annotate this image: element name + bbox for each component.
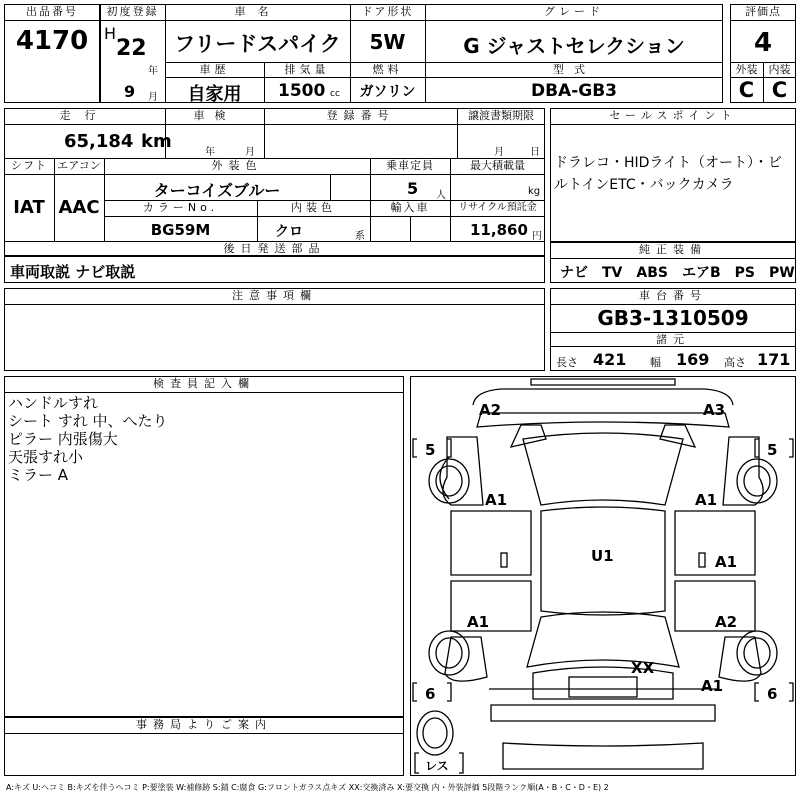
- height-value: 171: [757, 350, 791, 369]
- bracket-rr-r: [789, 683, 793, 701]
- damage-a2-right-bottom: A2: [715, 613, 738, 631]
- damage-a3-front-right: A3: [703, 401, 726, 419]
- left-front-fender: [443, 437, 483, 505]
- width-label: 幅: [650, 356, 661, 369]
- notes-label: 注意事項欄: [232, 289, 317, 302]
- mileage-value: 65,184: [64, 131, 134, 152]
- damage-xx-tailgate: XX: [631, 659, 655, 677]
- door-label: ドア形状: [361, 5, 414, 18]
- grade-value: G ジャストセレクション: [463, 34, 685, 58]
- rear-plate: [569, 677, 637, 697]
- office-label: 事務局よりご案内: [136, 718, 272, 731]
- first-reg-year: 22: [116, 36, 147, 61]
- tire-fr-value: 5: [767, 441, 778, 459]
- tire-rl-value: 6: [425, 685, 436, 703]
- width-value: 169: [676, 350, 710, 369]
- score-label: 評価点: [745, 5, 781, 18]
- inspector-line: ハンドルすれ: [8, 394, 99, 412]
- capacity-unit: 人: [436, 190, 446, 201]
- import-label: 輸入車: [390, 201, 430, 214]
- front-bumper-line: [473, 389, 733, 405]
- exterior-value: C: [738, 78, 755, 102]
- car-name-value: フリードスパイク: [174, 32, 341, 56]
- later-parts-value: 車両取説 ナビ取説: [10, 263, 136, 281]
- transfer-month-unit: 月: [494, 147, 504, 158]
- bracket-fl: [413, 439, 417, 457]
- lot-number-value: 4170: [15, 26, 89, 56]
- later-parts-label: 後日発送部品: [223, 242, 326, 255]
- inspection-year-unit: 年: [205, 147, 215, 158]
- bracket-spare: [415, 753, 419, 773]
- interior-label: 内装: [768, 63, 791, 76]
- damage-a2-front-left: A2: [479, 401, 502, 419]
- bracket-spare-r: [459, 753, 463, 773]
- shift-label: シフト: [11, 159, 47, 172]
- specs-label: 諸元: [656, 333, 690, 346]
- first-reg-month-unit: 月: [148, 92, 158, 103]
- interior-value: C: [771, 78, 788, 102]
- tire-fl-value: 5: [425, 441, 436, 459]
- damage-a1-left-bottom: A1: [467, 613, 490, 631]
- inspector-line: ミラー A: [8, 466, 69, 484]
- int-color-label: 内装色: [291, 201, 336, 214]
- bracket-rr: [755, 683, 759, 701]
- transfer-day-unit: 日: [530, 147, 540, 158]
- damage-a1-right-low: A1: [701, 677, 724, 695]
- mileage-unit: km: [141, 131, 172, 152]
- height-label: 高さ: [724, 356, 746, 369]
- inspector-line: ピラー 内張傷大: [8, 430, 118, 448]
- fuel-value: ガソリン: [359, 84, 416, 100]
- transfer-deadline-label: 譲渡書類期限: [468, 109, 534, 122]
- right-door-handle: [699, 553, 705, 567]
- damage-a1-left-top: A1: [485, 491, 508, 509]
- shift-value: IAT: [13, 197, 45, 218]
- chassis-value: GB3-1310509: [597, 306, 749, 330]
- sales-point-label: セールスポイント: [609, 109, 737, 122]
- car-diagram-svg: [411, 377, 795, 775]
- rear-lower-bumper: [503, 743, 703, 769]
- exterior-label: 外装: [735, 63, 758, 76]
- length-label: 長さ: [556, 356, 578, 369]
- car-diagram: [410, 376, 796, 776]
- spare-value: レス: [425, 759, 449, 773]
- chassis-label: 車台番号: [639, 289, 707, 302]
- reg-number-label: 登録番号: [326, 109, 395, 122]
- displacement-label: 排気量: [284, 63, 330, 76]
- equipment-label: 純正装備: [639, 243, 707, 256]
- max-load-label: 最大積載量: [470, 159, 525, 172]
- displacement-unit: cc: [330, 89, 340, 99]
- color-no-value: BG59M: [150, 221, 211, 239]
- first-reg-era: H: [104, 24, 117, 43]
- model-value: DBA-GB3: [530, 81, 618, 101]
- bracket-rl-r: [447, 683, 451, 701]
- history-label: 車歴: [199, 63, 230, 76]
- ext-color-value: ターコイズブルー: [153, 181, 281, 200]
- tire-front-right-inner: [744, 466, 770, 496]
- inspector-line: シート すれ 中、へたり: [8, 412, 168, 430]
- hood-outline: [477, 413, 729, 427]
- bracket-fr-r: [789, 439, 793, 457]
- inspection-month-unit: 月: [245, 147, 255, 158]
- spare-tire-inner: [423, 718, 447, 748]
- capacity-value: 5: [407, 179, 419, 198]
- car-name-label: 車名: [234, 5, 281, 18]
- windshield: [523, 433, 683, 505]
- lot-number-label: 出品番号: [26, 5, 78, 18]
- damage-u1-roof: U1: [591, 547, 614, 565]
- ext-color-label: 外装色: [211, 159, 263, 172]
- inspector-line: 天張すれ小: [8, 448, 84, 466]
- history-value: 自家用: [187, 84, 242, 105]
- recycle-unit: 円: [532, 231, 542, 242]
- int-color-value: クロ: [275, 224, 303, 240]
- bracket-rl: [413, 683, 417, 701]
- mileage-label: 走行: [59, 109, 110, 122]
- int-color-unit: 系: [355, 231, 365, 242]
- front-bumper-outline: [531, 379, 675, 385]
- rear-bumper: [491, 705, 715, 721]
- legend-text: A:キズ U:ヘコミ B:キズを伴うヘコミ P:要塗装 W:補修跡 S:錆 C:腐食 G:フロントガラス点キズ XX:交換済み X:要交換 内・外装評価 5段階ランク順(A・B・C・D・E) 2: [6, 783, 609, 792]
- displacement-value: 1500: [278, 81, 326, 101]
- first-reg-year-unit: 年: [148, 66, 158, 77]
- door-value: 5W: [369, 30, 406, 54]
- damage-a1-right-top: A1: [695, 491, 718, 509]
- right-front-fender: [723, 437, 763, 505]
- tire-rr-value: 6: [767, 685, 778, 703]
- rear-window: [527, 612, 679, 667]
- tire-rear-left-inner: [436, 638, 462, 668]
- inspection-label: 車検: [193, 109, 236, 122]
- left-front-door: [451, 511, 531, 575]
- left-door-handle: [501, 553, 507, 567]
- inspector-notes: [8, 394, 168, 484]
- recycle-value: 11,860: [470, 221, 528, 239]
- left-rear-door: [451, 581, 531, 631]
- recycle-label: リサイクル預託金: [458, 202, 537, 213]
- max-load-unit: kg: [528, 186, 541, 197]
- ac-label: エアコン: [57, 159, 101, 172]
- model-label: 型式: [553, 63, 595, 76]
- fuel-label: 燃料: [372, 63, 403, 76]
- ac-value: AAC: [58, 197, 100, 218]
- equipment-value: ナビ TV ABS エアB PS PW: [560, 265, 795, 281]
- damage-a1-right-mid: A1: [715, 553, 738, 571]
- capacity-label: 乗車定員: [386, 159, 434, 172]
- grade-label: グレード: [544, 5, 604, 18]
- first-reg-label: 初度登録: [106, 5, 159, 18]
- color-no-label: カラーNo.: [142, 201, 219, 214]
- first-reg-month: 9: [124, 82, 136, 101]
- length-value: 421: [593, 350, 627, 369]
- score-value: 4: [753, 28, 773, 58]
- tire-rear-right-inner: [744, 638, 770, 668]
- inspector-label: 検査員記入欄: [153, 377, 255, 390]
- sales-point-text: ドラレコ・HIDライト（オート）・ビルトインETC・バックカメラ: [554, 155, 783, 193]
